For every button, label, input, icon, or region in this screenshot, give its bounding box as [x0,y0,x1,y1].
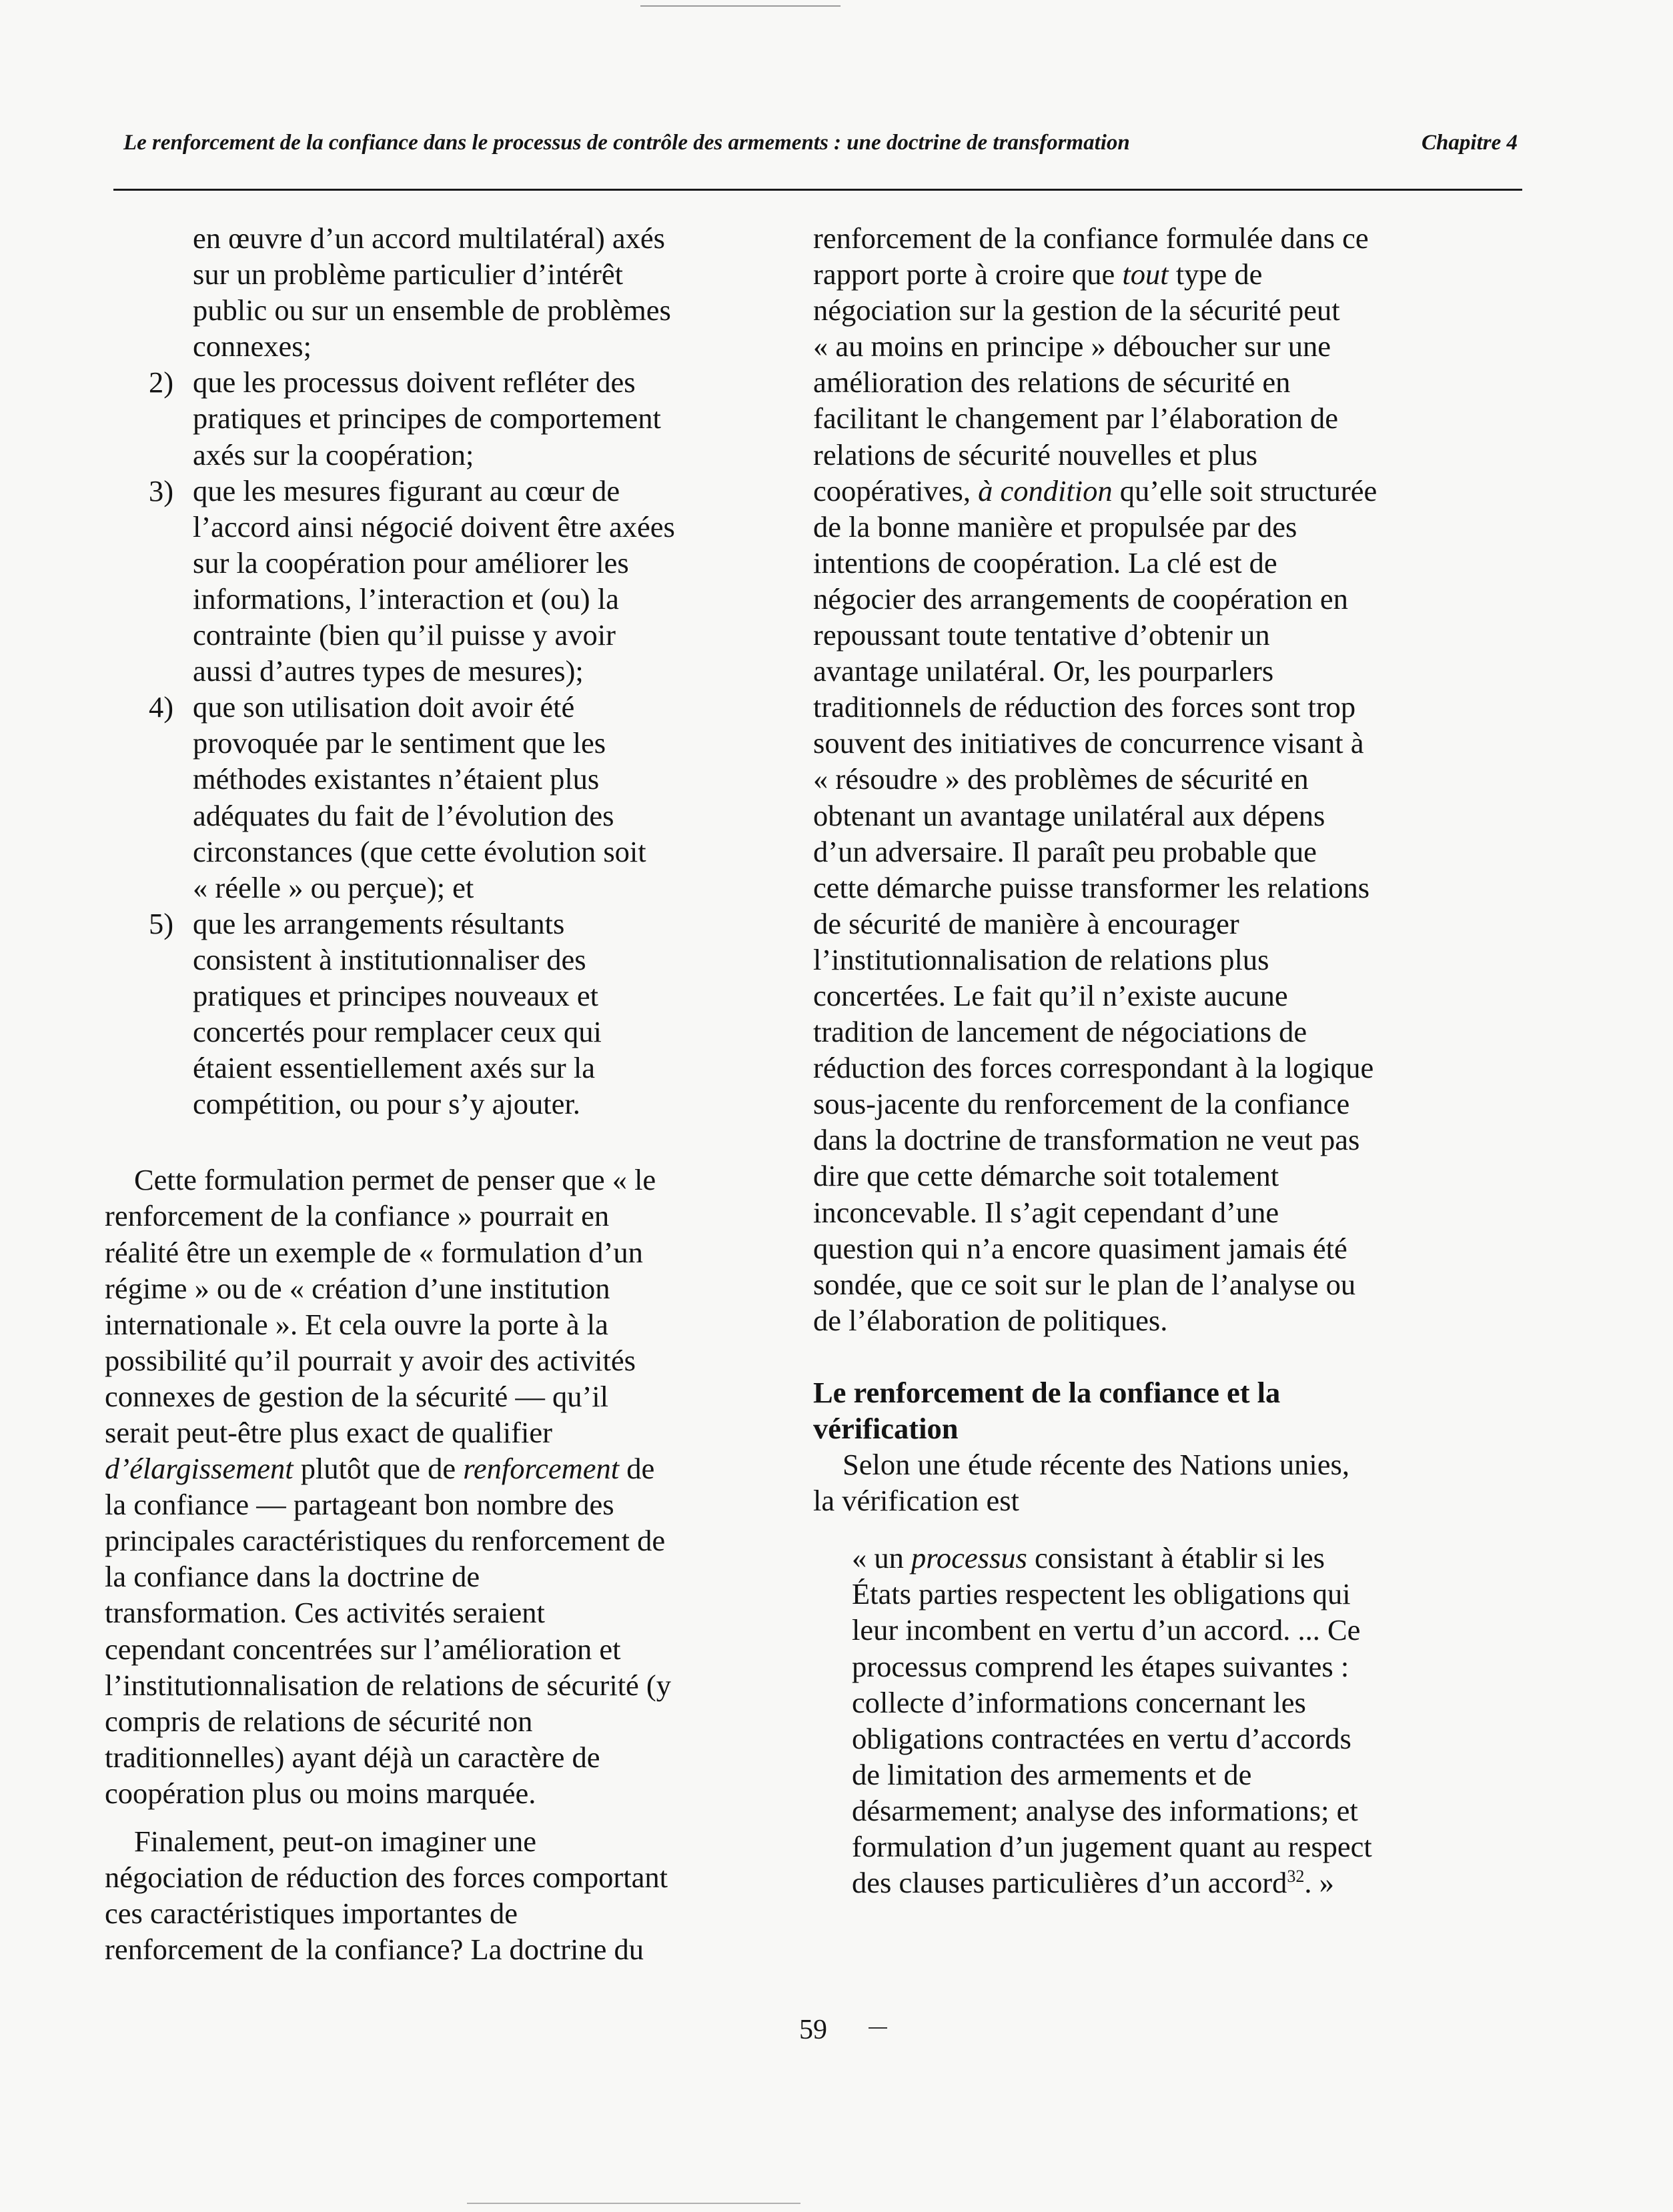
italic-term: processus [911,1541,1027,1575]
text-line: contrainte (bien qu’il puisse y avoir [193,618,616,652]
running-title: Le renforcement de la confiance dans le processus de contrôle des armements : une doctrine de transformation [123,131,1130,155]
text-line: d’un adversaire. Il paraît peu probable que [813,834,1317,868]
text-line: d’élargissement plutôt que de renforcement de [105,1452,655,1486]
footnote-reference[interactable]: 32 [1287,1867,1305,1887]
scan-dash-mark [869,2027,887,2029]
text-line: la confiance dans la doctrine de [105,1560,480,1594]
text-line: coopération plus ou moins marquée. [105,1776,536,1810]
text-line: compétition, ou pour s’y ajouter. [193,1087,580,1121]
text-line: réduction des forces correspondant à la logique [813,1051,1374,1085]
text-line: connexes de gestion de la sécurité — qu’il [105,1379,609,1413]
text-line: l’institutionnalisation de relations plus [813,942,1269,976]
text-line: désarmement; analyse des informations; et [852,1793,1358,1827]
text-line: de limitation des armements et de [852,1757,1252,1791]
text-line: processus comprend les étapes suivantes : [852,1649,1349,1683]
text-line: question qui n’a encore quasiment jamais été [813,1231,1347,1265]
text-line: concertées. Le fait qu’il n’existe aucune [813,978,1288,1012]
italic-term: d’élargissement [105,1452,294,1486]
text-line: réalité être un exemple de « formulation d’un [105,1235,643,1269]
text-line: négociation de réduction des forces comportant [105,1861,668,1895]
block-quote [813,1540,1427,1901]
paragraph [813,1446,1427,1518]
text-line: des clauses particulières d’un accord$^{32}$. » [852,1866,1334,1900]
text-line: obligations contractées en vertu d’accords [852,1721,1351,1755]
page-number: 59 [799,2015,827,2045]
text-line: que les arrangements résultants [193,906,565,940]
text-line: de l’élaboration de politiques. [813,1303,1168,1337]
text-line: informations, l’interaction et (ou) la [193,582,619,616]
text-line: souvent des initiatives de concurrence visant à [813,726,1364,760]
heading-line: Le renforcement de la confiance et la [813,1375,1281,1409]
text-line: internationale ». Et cela ouvre la porte à la [105,1307,608,1341]
text-line: « un processus consistant à établir si les [852,1541,1325,1575]
text-line: sur un problème particulier d’intérêt [193,257,624,291]
text-line: circonstances (que cette évolution soit [193,834,646,868]
text-line: axés sur la coopération; [193,437,474,471]
text-line: de sécurité de manière à encourager [813,906,1239,940]
text-line: négocier des arrangements de coopération en [813,582,1348,616]
text-line: l’accord ainsi négocié doivent être axées [193,509,675,543]
text-line: renforcement de la confiance? La doctrine du [105,1933,644,1967]
text-line: que les processus doivent refléter des [193,365,636,399]
text-line: intentions de coopération. La clé est de [813,545,1277,580]
text-line: consistent à institutionnaliser des [193,942,586,976]
section-heading [813,1374,1427,1446]
text-line: ces caractéristiques importantes de [105,1897,518,1931]
text-line: de la bonne manière et propulsée par des [813,509,1297,543]
list-item-number: 4) [149,690,174,724]
text-line: dans la doctrine de transformation ne veut pas [813,1123,1360,1157]
list-item-number: 2) [149,365,174,399]
text-line: aussi d’autres types de mesures); [193,654,584,688]
text-line: public ou sur un ensemble de problèmes [193,293,671,327]
text-line: relations de sécurité nouvelles et plus [813,437,1258,471]
text-line: amélioration des relations de sécurité en [813,365,1291,399]
text-line: États parties respectent les obligations qui [852,1577,1351,1611]
italic-term: tout [1122,257,1169,291]
text-line: avantage unilatéral. Or, les pourparlers [813,654,1274,688]
italic-term: à condition [978,473,1113,507]
text-line: en œuvre d’un accord multilatéral) axés [193,221,665,255]
right-column [813,220,1427,1901]
text-line: Selon une étude récente des Nations unies, [843,1448,1349,1482]
text-line: « réelle » ou perçue); et [193,870,474,904]
text-line: coopératives, à condition qu’elle soit structurée [813,473,1377,507]
scan-edge-mark [640,5,841,7]
header-rule [113,189,1522,191]
list-item [105,473,718,690]
text-line: adéquates du fait de l’évolution des [193,798,614,832]
list-item-number: 3) [149,473,174,507]
list-item [105,689,718,906]
text-line: pratiques et principes nouveaux et [193,978,598,1012]
text-line: obtenant un avantage unilatéral aux dépens [813,798,1325,832]
text-line: Finalement, peut-on imaginer une [134,1825,537,1859]
paragraph [105,1823,718,1967]
text-line: négociation sur la gestion de la sécurité peut [813,293,1340,327]
text-line: cependant concentrées sur l’amélioration et [105,1632,621,1666]
text-line: formulation d’un jugement quant au respect [852,1830,1372,1864]
text-line: « résoudre » des problèmes de sécurité en [813,762,1309,796]
text-line: la confiance — partageant bon nombre des [105,1488,614,1522]
heading-line: vérification [813,1412,959,1445]
text-line: la vérification est [813,1484,1019,1518]
text-line: renforcement de la confiance » pourrait en [105,1199,610,1233]
text-line: concertés pour remplacer ceux qui [193,1015,602,1049]
list-item [105,906,718,1122]
scan-edge-mark [467,2203,800,2204]
text-line: traditionnels de réduction des forces sont trop [813,690,1356,724]
text-line: Cette formulation permet de penser que « le [134,1163,656,1197]
paragraph [105,1162,718,1811]
list-continuation [105,220,718,364]
text-line: leur incombent en vertu d’un accord. ... Ce [852,1613,1361,1647]
text-line: possibilité qu’il pourrait y avoir des activités [105,1343,636,1377]
text-line: collecte d’informations concernant les [852,1685,1306,1719]
text-line: régime » ou de « création d’une institution [105,1271,610,1305]
text-line: l’institutionnalisation de relations de sécurité (y [105,1668,671,1702]
text-line: pratiques et principes de comportement [193,401,661,435]
text-line: rapport porte à croire que tout type de [813,257,1263,291]
text-line: que son utilisation doit avoir été [193,690,575,724]
text-line: étaient essentiellement axés sur la [193,1051,595,1085]
running-header [123,131,1518,164]
list-item-number: 5) [149,906,174,940]
text-line: sous-jacente du renforcement de la confiance [813,1087,1350,1121]
list-item [105,364,718,472]
text-line: inconcevable. Il s’agit cependant d’une [813,1195,1279,1229]
text-line: connexes; [193,329,312,363]
text-line: repoussant toute tentative d’obtenir un [813,618,1270,652]
text-line: méthodes existantes n’étaient plus [193,762,600,796]
text-line: « au moins en principe » déboucher sur une [813,329,1331,363]
text-line: cette démarche puisse transformer les relations [813,870,1370,904]
left-column [105,220,718,1967]
text-line: renforcement de la confiance formulée dans ce [813,221,1369,255]
paragraph [813,220,1427,1338]
text-line: que les mesures figurant au cœur de [193,473,620,507]
text-line: sur la coopération pour améliorer les [193,545,629,580]
text-line: facilitant le changement par l’élaboration de [813,401,1339,435]
text-line: transformation. Ces activités seraient [105,1596,545,1630]
text-line: sondée, que ce soit sur le plan de l’analyse ou [813,1267,1356,1301]
text-line: traditionnelles) ayant déjà un caractère de [105,1740,600,1774]
text-line: compris de relations de sécurité non [105,1704,533,1738]
text-line: tradition de lancement de négociations de [813,1015,1307,1049]
text-line: dire que cette démarche soit totalement [813,1159,1279,1193]
text-line: principales caractéristiques du renforcement de [105,1524,666,1558]
text-line: serait peut-être plus exact de qualifier [105,1416,552,1449]
chapter-label: Chapitre 4 [1422,131,1518,155]
text-line: provoquée par le sentiment que les [193,726,606,760]
italic-term: renforcement [463,1452,620,1486]
